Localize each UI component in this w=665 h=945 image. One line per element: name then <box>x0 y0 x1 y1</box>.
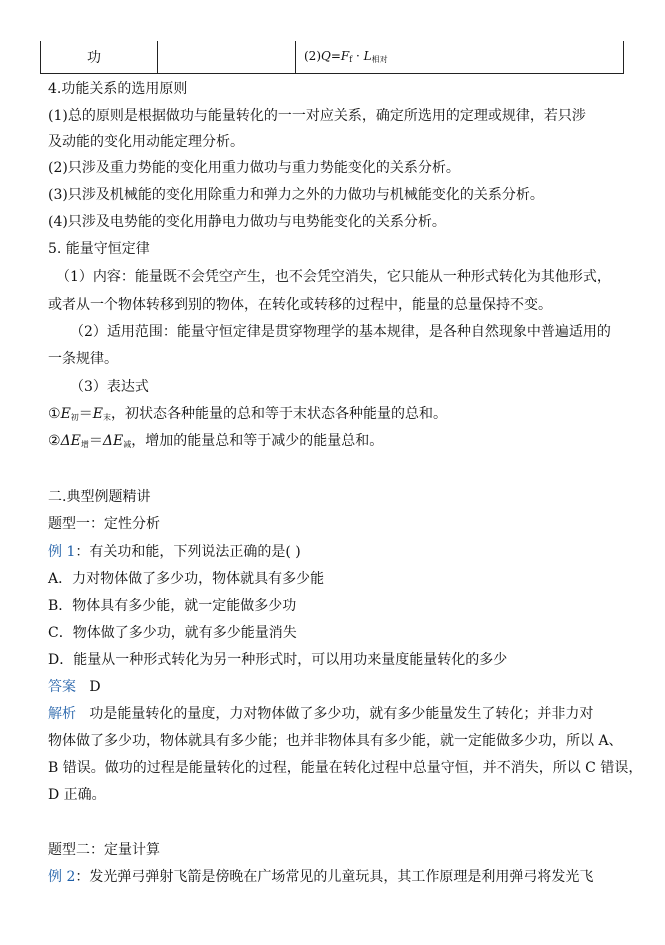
type1-heading: 题型一：定性分析 <box>48 516 160 532</box>
function-relation-table <box>40 41 624 74</box>
section5-scope-line1: （2）适用范围：能量守恒定律是贯穿物理学的基本规律，是各种自然现象中普遍适用的 <box>70 324 611 340</box>
analysis-line3: B 错误。做功的过程是能量转化的过程，能量在转化过程中总量守恒，并不消失，所以 C 错误， <box>48 760 643 776</box>
example2-label: 例 2 <box>48 869 76 885</box>
section5-content-line2: 或者从一个物体转移到别的物体，在转化或转移的过程中，能量的总量保持不变。 <box>48 297 552 313</box>
expression-2: $②\Delta E_增=\Delta E_减$，增加的能量总和等于减少的能量总和。 <box>48 433 384 449</box>
table-cell-formula <box>296 41 623 73</box>
section4-p3: (3)只涉及机械能的变化用除重力和弹力之外的力做功与机械能变化的关系分析。 <box>48 187 544 203</box>
analysis-label: 解析 <box>48 706 76 722</box>
expression-1: $①E_初=E_末$，初状态各种能量的总和等于末状态各种能量的总和。 <box>48 406 448 422</box>
option-c: C．物体做了多少功，就有多少能量消失 <box>48 625 297 641</box>
section4-p1-line1: (1)总的原则是根据做功与能量转化的一一对应关系，确定所选用的定理或规律，若只涉 <box>48 108 586 124</box>
example1-label: 例 1 <box>48 544 76 560</box>
answer <box>48 678 101 696</box>
option-b: B．物体具有多少能，就一定能做多少功 <box>48 598 297 614</box>
analysis-line2: 物体做了多少功，物体就具有多少能；也并非物体具有多少能，就一定能做多少功，所以 A、 <box>48 733 623 749</box>
section4-heading: 4.功能关系的选用原则 <box>48 81 188 97</box>
section5-content-line1: （1）内容：能量既不会凭空产生，也不会凭空消失，它只能从一种形式转化为其他形式， <box>56 269 611 285</box>
option-d: D．能量从一种形式转化为另一种形式时，可以用功来量度能量转化的多少 <box>48 652 508 668</box>
section4-p2: (2)只涉及重力势能的变化用重力做功与重力势能变化的关系分析。 <box>48 160 460 176</box>
section5-expression-heading: （3）表达式 <box>70 379 149 395</box>
answer-label: 答案 <box>48 679 76 695</box>
example2-text: 例 2：发光弹弓弹射飞箭是傍晚在广场常见的儿童玩具，其工作原理是利用弹弓将发光飞 <box>48 869 594 885</box>
section4-p1-line2: 及动能的变化用动能定理分析。 <box>48 134 244 150</box>
table-cell-empty <box>158 41 296 73</box>
table-cell-work <box>41 41 158 73</box>
section4-p4: (4)只涉及电势能的变化用静电力做功与电势能变化的关系分析。 <box>48 214 446 230</box>
part2-heading: 二.典型例题精讲 <box>48 489 151 505</box>
analysis-line4: D 正确。 <box>48 787 106 803</box>
section5-scope-line2: 一条规律。 <box>48 351 118 367</box>
example1-question: 例 1：有关功和能，下列说法正确的是( ) <box>48 544 301 560</box>
answer-value: D <box>89 679 101 695</box>
option-a: A．力对物体做了多少功，物体就具有多少能 <box>48 571 325 587</box>
section5-heading: 5. 能量守恒定律 <box>48 241 150 257</box>
table-cell-label: 功 <box>87 50 101 66</box>
type2-heading: 题型二：定量计算 <box>48 842 160 858</box>
formula-q: $(2)Q=F_f \cdot L_{相对}$ <box>304 49 388 64</box>
analysis-line1: 解析 功是能量转化的量度，力对物体做了多少功，就有多少能量发生了转化；并非力对 <box>48 706 594 722</box>
